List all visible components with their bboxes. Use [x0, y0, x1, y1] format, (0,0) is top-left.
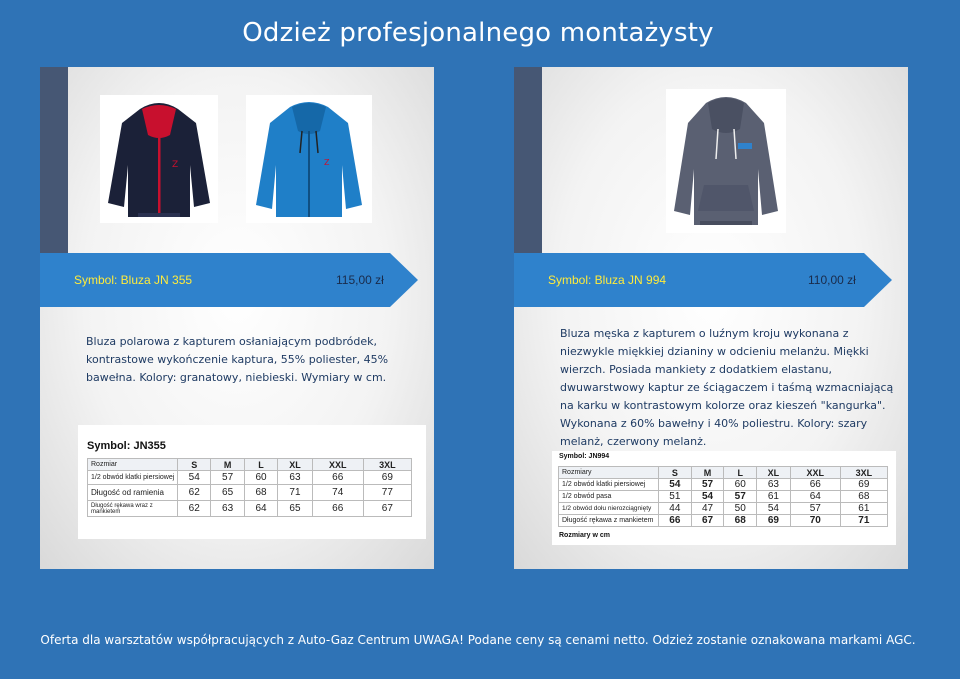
table-cell: 68	[724, 515, 757, 527]
table-header-cell: L	[244, 459, 277, 471]
price-banner	[514, 253, 864, 307]
table-cell: Długość rękawa wraz z mankietem	[88, 501, 178, 517]
table-cell: 63	[757, 479, 791, 491]
hoodie-navy-image	[100, 95, 218, 223]
product-description: Bluza męska z kapturem o luźnym kroju wykonana z niezwykle miękkiej dzianiny w odcieniu melanżu. Miękki wierzch. Posiada mankiety z dodatkiem elastanu, dwuwarstwowy kaptur ze ściągaczem i taśmą wzmacniającą na karku w kontrastowym kolorze oraz kieszeń "kangurka". Wykonana z 60% bawełny i 40% poliestru. Kolory: szary melanż, czerwony melanż.	[560, 327, 894, 448]
product-price: 115,00 zł	[336, 273, 384, 287]
product-card-left	[40, 67, 434, 569]
table-header-cell: XL	[278, 459, 312, 471]
table-cell: 71	[278, 485, 312, 501]
hoodie-grey-melange-image	[666, 89, 786, 233]
table-header-cell: Rozmiar	[88, 459, 178, 471]
table-cell: 63	[211, 501, 244, 517]
table-cell: 1/2 obwód dołu nierozciągnięty	[559, 503, 659, 515]
table-row	[88, 485, 412, 501]
product-price: 110,00 zł	[808, 273, 856, 287]
accent-stripe	[514, 67, 542, 253]
table-cell: 60	[244, 471, 277, 485]
table-header-cell: M	[211, 459, 244, 471]
size-table-box	[78, 425, 426, 539]
table-cell: 66	[659, 515, 692, 527]
table-row	[559, 503, 888, 515]
table-cell: 65	[278, 501, 312, 517]
table-cell: 1/2 obwód pasa	[559, 491, 659, 503]
table-cell: 62	[178, 501, 211, 517]
page-title: Odzież profesjonalnego montażysty	[242, 18, 714, 48]
table-cell: 64	[790, 491, 840, 503]
table-cell: 57	[724, 491, 757, 503]
table-cell: 66	[312, 471, 363, 485]
table-cell: Długość od ramienia	[88, 485, 178, 501]
table-header-cell: M	[691, 467, 724, 479]
table-cell: 54	[178, 471, 211, 485]
table-row	[559, 491, 888, 503]
table-header-cell: S	[178, 459, 211, 471]
table-cell: 65	[211, 485, 244, 501]
svg-text:Z: Z	[324, 158, 330, 167]
table-cell: 77	[363, 485, 411, 501]
table-row	[559, 515, 888, 527]
table-row	[88, 501, 412, 517]
table-cell: 63	[278, 471, 312, 485]
table-cell: 68	[244, 485, 277, 501]
table-cell: 62	[178, 485, 211, 501]
table-header-cell: 3XL	[840, 467, 887, 479]
table-cell: 47	[691, 503, 724, 515]
size-table-title: Symbol: JN994	[559, 453, 610, 460]
table-cell: Długość rękawa z mankietem	[559, 515, 659, 527]
table-header-cell: XXL	[312, 459, 363, 471]
table-header-row	[559, 467, 888, 479]
table-row	[559, 479, 888, 491]
table-cell: 61	[840, 503, 887, 515]
table-cell: 1/2 obwód klatki piersiowej	[559, 479, 659, 491]
table-cell: 74	[312, 485, 363, 501]
table-header-cell: L	[724, 467, 757, 479]
svg-text:Z: Z	[172, 160, 179, 170]
table-cell: 68	[840, 491, 887, 503]
size-unit-note: Rozmiary w cm	[559, 532, 610, 539]
table-cell: 70	[790, 515, 840, 527]
table-cell: 61	[757, 491, 791, 503]
table-cell: 67	[691, 515, 724, 527]
table-cell: 66	[312, 501, 363, 517]
table-cell: 69	[757, 515, 791, 527]
table-cell: 1/2 obwód klatki piersiowej	[88, 471, 178, 485]
table-header-cell: Rozmiary	[559, 467, 659, 479]
table-cell: 57	[211, 471, 244, 485]
hoodie-blue-image	[246, 95, 372, 223]
banner-arrow	[390, 253, 418, 307]
product-symbol: Symbol: Bluza JN 994	[548, 273, 667, 287]
table-header-row	[88, 459, 412, 471]
size-table	[87, 458, 412, 517]
table-header-cell: XXL	[790, 467, 840, 479]
table-cell: 69	[840, 479, 887, 491]
table-cell: 60	[724, 479, 757, 491]
table-cell: 64	[244, 501, 277, 517]
table-cell: 50	[724, 503, 757, 515]
table-cell: 69	[363, 471, 411, 485]
page-footer: Oferta dla warsztatów współpracujących z Auto-Gaz Centrum UWAGA! Podane ceny są cenami netto. Odzież zostanie oznakowana markami AGC.	[40, 633, 916, 647]
accent-stripe	[40, 67, 68, 253]
table-cell: 44	[659, 503, 692, 515]
table-cell: 66	[790, 479, 840, 491]
table-cell: 54	[691, 491, 724, 503]
product-description: Bluza polarowa z kapturem osłaniającym podbródek, kontrastowe wykończenie kaptura, 55% poliester, 45% bawełna. Kolory: granatowy, niebieski. Wymiary w cm.	[86, 335, 389, 384]
table-cell: 71	[840, 515, 887, 527]
table-cell: 67	[363, 501, 411, 517]
table-cell: 57	[691, 479, 724, 491]
product-card-right	[514, 67, 908, 569]
table-row	[88, 471, 412, 485]
size-table-title: Symbol: JN355	[87, 440, 166, 452]
table-header-cell: 3XL	[363, 459, 411, 471]
size-table-box	[552, 451, 896, 545]
table-cell: 54	[659, 479, 692, 491]
price-banner	[40, 253, 390, 307]
product-symbol: Symbol: Bluza JN 355	[74, 273, 193, 287]
table-header-cell: XL	[757, 467, 791, 479]
banner-arrow	[864, 253, 892, 307]
table-header-cell: S	[659, 467, 692, 479]
size-table	[558, 466, 888, 527]
table-cell: 54	[757, 503, 791, 515]
table-cell: 51	[659, 491, 692, 503]
table-cell: 57	[790, 503, 840, 515]
